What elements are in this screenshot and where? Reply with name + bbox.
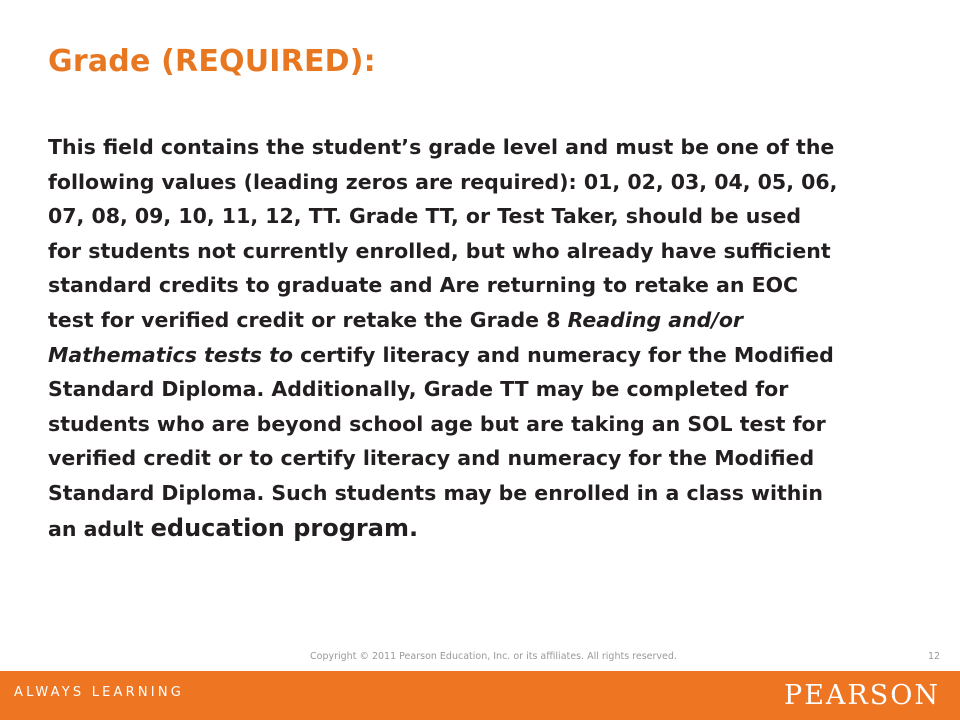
slide-title: Grade (REQUIRED): [48,44,376,79]
footer-tagline: ALWAYS LEARNING [14,685,185,700]
body-paragraph [48,130,838,546]
page-number: 12 [928,651,941,662]
body-text-large-end: education program. [150,513,419,542]
footer-bar [0,671,960,720]
pearson-logo: PEARSON [784,680,940,711]
body-text-part2: certify literacy and numeracy for the Modified Standard Diploma. Additionally, Grade TT may be completed for students who are beyond school age but are taking an SOL test for verified credit or to certify literacy and numeracy for the Modified Standard Diploma. Such students may be enrolled in a class within an adult [48,342,834,541]
slide-body [48,130,838,546]
copyright-notice: Copyright © 2011 Pearson Education, Inc. or its affiliates. All rights reserved. [310,651,677,662]
body-text-part1: This field contains the student’s grade level and must be one of the following values (leading zeros are required): 01, 02, 03, 04, 05, 06, 07, 08, 09, 10, 11, 12, TT. Grade TT, or Test Taker, should be used for students not currently enrolled, but who already have sufficient standard credits to graduate and Are returning to retake an EOC test for verified credit or retake the Grade 8 [48,135,838,332]
body-text-italic: Reading and/or Mathematics tests to [48,307,744,367]
